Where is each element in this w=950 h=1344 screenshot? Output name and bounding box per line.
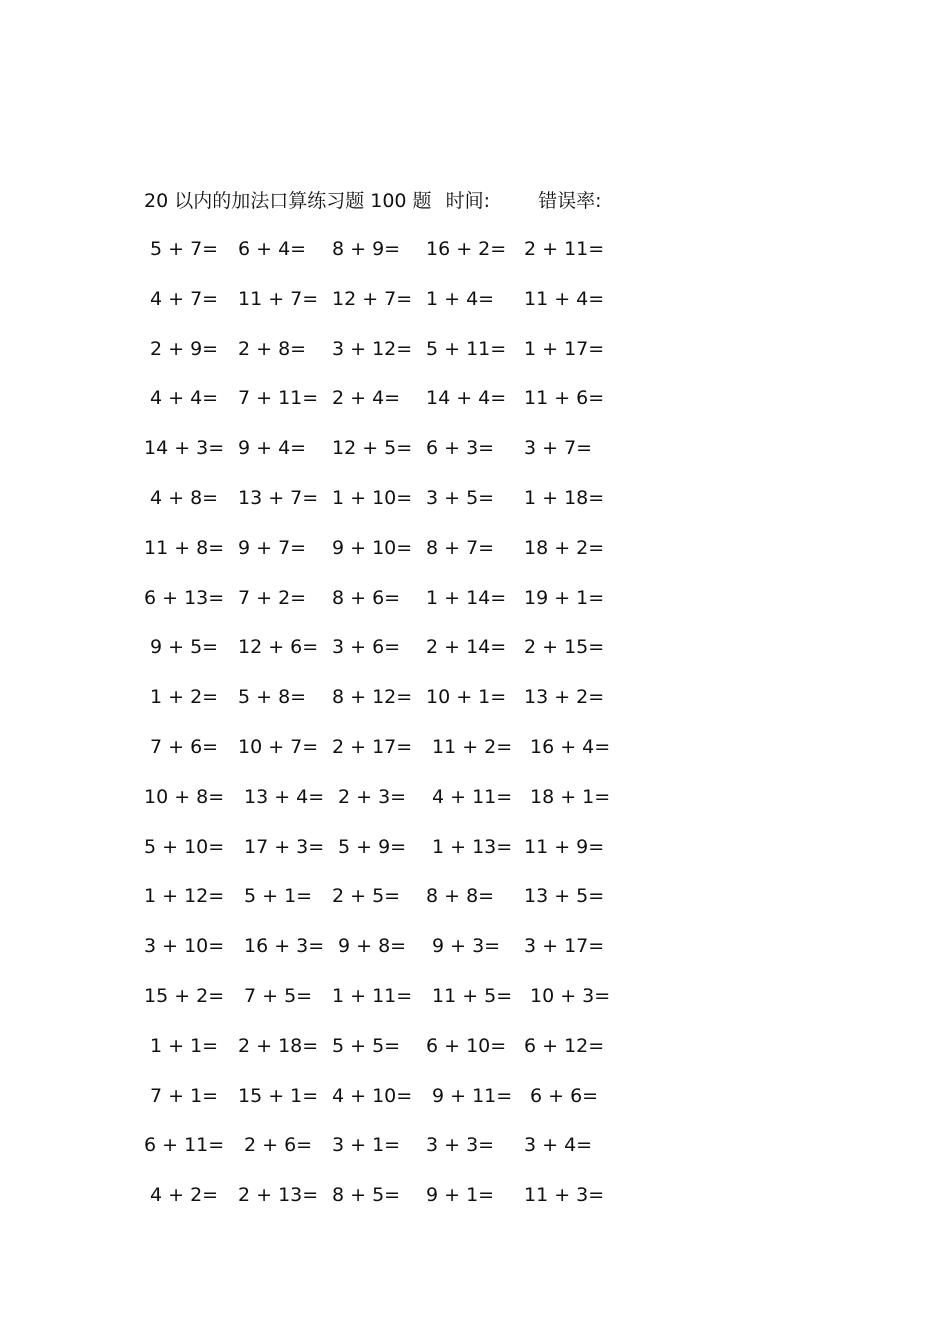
problem-row [144, 832, 624, 882]
problem-item: 11 + 6= [524, 387, 605, 410]
problem-item: 8 + 5= [332, 1184, 401, 1207]
problem-item: 2 + 8= [238, 337, 307, 360]
problem-item: 6 + 12= [524, 1034, 605, 1057]
problem-row [144, 931, 624, 981]
problem-item: 17 + 3= [244, 835, 325, 858]
worksheet-header [144, 186, 601, 216]
problem-row [144, 682, 624, 732]
problem-row [144, 533, 624, 583]
problem-item: 9 + 7= [238, 536, 307, 559]
problem-row [144, 483, 624, 533]
problem-item: 7 + 6= [150, 735, 219, 758]
problem-row [144, 1081, 624, 1131]
problem-item: 1 + 10= [332, 486, 413, 509]
problem-item: 4 + 11= [432, 785, 513, 808]
problem-item: 16 + 2= [426, 238, 507, 260]
problem-item: 10 + 1= [426, 686, 507, 709]
problem-item: 19 + 1= [524, 586, 605, 609]
problem-item: 12 + 6= [238, 636, 319, 659]
problem-item: 7 + 5= [244, 984, 313, 1007]
problem-item: 3 + 17= [524, 935, 605, 958]
problem-item: 1 + 12= [144, 885, 225, 908]
problem-item: 8 + 12= [332, 686, 413, 709]
problem-item: 8 + 9= [332, 238, 401, 260]
problem-item: 15 + 1= [238, 1084, 319, 1107]
problem-row [144, 1031, 624, 1081]
problem-item: 9 + 4= [238, 437, 307, 460]
problem-item: 11 + 3= [524, 1184, 605, 1207]
error-rate-label: 错误率: [538, 190, 602, 212]
problem-item: 10 + 7= [238, 735, 319, 758]
problem-item: 7 + 2= [238, 586, 307, 609]
problem-item: 1 + 13= [432, 835, 513, 858]
problem-item: 4 + 2= [150, 1184, 219, 1207]
problem-item: 6 + 6= [530, 1084, 599, 1107]
problem-row [144, 583, 624, 633]
problem-item: 5 + 1= [244, 885, 313, 908]
problem-item: 16 + 4= [530, 735, 611, 758]
problem-grid [144, 234, 624, 1230]
problem-item: 8 + 7= [426, 536, 495, 559]
problem-item: 2 + 11= [524, 238, 605, 260]
problem-item: 4 + 4= [150, 387, 219, 410]
problem-item: 8 + 8= [426, 885, 495, 908]
problem-item: 6 + 13= [144, 586, 225, 609]
problem-item: 9 + 1= [426, 1184, 495, 1207]
problem-item: 11 + 9= [524, 835, 605, 858]
problem-item: 5 + 5= [332, 1034, 401, 1057]
problem-item: 3 + 12= [332, 337, 413, 360]
problem-item: 12 + 5= [332, 437, 413, 460]
problem-item: 6 + 3= [426, 437, 495, 460]
problem-item: 2 + 9= [150, 337, 219, 360]
problem-item: 11 + 4= [524, 287, 605, 310]
problem-row [144, 881, 624, 931]
problem-item: 2 + 14= [426, 636, 507, 659]
problem-item: 2 + 5= [332, 885, 401, 908]
problem-item: 1 + 14= [426, 586, 507, 609]
problem-row [144, 981, 624, 1031]
problem-item: 4 + 8= [150, 486, 219, 509]
problem-item: 10 + 3= [530, 984, 611, 1007]
problem-item: 1 + 11= [332, 984, 413, 1007]
problem-item: 4 + 10= [332, 1084, 413, 1107]
problem-item: 3 + 10= [144, 935, 225, 958]
problem-row [144, 234, 624, 284]
time-label: 时间: [445, 190, 491, 212]
problem-item: 10 + 8= [144, 785, 225, 808]
problem-item: 9 + 10= [332, 536, 413, 559]
problem-item: 13 + 4= [244, 785, 325, 808]
problem-item: 3 + 7= [524, 437, 593, 460]
problem-item: 9 + 11= [432, 1084, 513, 1107]
problem-item: 3 + 3= [426, 1134, 495, 1157]
problem-item: 2 + 13= [238, 1184, 319, 1207]
problem-item: 13 + 2= [524, 686, 605, 709]
problem-row [144, 1130, 624, 1180]
problem-item: 2 + 15= [524, 636, 605, 659]
problem-item: 3 + 5= [426, 486, 495, 509]
problem-item: 14 + 4= [426, 387, 507, 410]
problem-item: 5 + 8= [238, 686, 307, 709]
problem-item: 5 + 9= [338, 835, 407, 858]
problem-row [144, 433, 624, 483]
problem-item: 4 + 7= [150, 287, 219, 310]
problem-item: 11 + 2= [432, 735, 513, 758]
problem-item: 6 + 11= [144, 1134, 225, 1157]
problem-item: 9 + 3= [432, 935, 501, 958]
problem-item: 2 + 4= [332, 387, 401, 410]
problem-item: 8 + 6= [332, 586, 401, 609]
problem-item: 12 + 7= [332, 287, 413, 310]
problem-row [144, 334, 624, 384]
problem-item: 13 + 5= [524, 885, 605, 908]
problem-item: 5 + 10= [144, 835, 225, 858]
problem-item: 7 + 1= [150, 1084, 219, 1107]
problem-row [144, 732, 624, 782]
problem-item: 7 + 11= [238, 387, 319, 410]
problem-item: 2 + 3= [338, 785, 407, 808]
problem-item: 13 + 7= [238, 486, 319, 509]
problem-item: 11 + 8= [144, 536, 225, 559]
problem-item: 6 + 4= [238, 238, 307, 260]
problem-item: 6 + 10= [426, 1034, 507, 1057]
problem-item: 2 + 17= [332, 735, 413, 758]
problem-item: 5 + 7= [150, 238, 219, 260]
problem-item: 11 + 5= [432, 984, 513, 1007]
problem-item: 2 + 18= [238, 1034, 319, 1057]
problem-item: 1 + 1= [150, 1034, 219, 1057]
problem-item: 14 + 3= [144, 437, 225, 460]
problem-item: 3 + 4= [524, 1134, 593, 1157]
problem-row [144, 284, 624, 334]
problem-item: 18 + 1= [530, 785, 611, 808]
problem-item: 1 + 4= [426, 287, 495, 310]
problem-item: 1 + 2= [150, 686, 219, 709]
problem-row [144, 782, 624, 832]
problem-item: 9 + 5= [150, 636, 219, 659]
problem-item: 16 + 3= [244, 935, 325, 958]
problem-item: 1 + 18= [524, 486, 605, 509]
problem-row [144, 632, 624, 682]
problem-item: 11 + 7= [238, 287, 319, 310]
problem-item: 9 + 8= [338, 935, 407, 958]
problem-item: 3 + 1= [332, 1134, 401, 1157]
problem-row [144, 383, 624, 433]
problem-item: 2 + 6= [244, 1134, 313, 1157]
worksheet-title: 20 以内的加法口算练习题 100 题 [144, 190, 432, 212]
problem-item: 1 + 17= [524, 337, 605, 360]
problem-item: 18 + 2= [524, 536, 605, 559]
problem-item: 15 + 2= [144, 984, 225, 1007]
problem-item: 3 + 6= [332, 636, 401, 659]
problem-item: 5 + 11= [426, 337, 507, 360]
problem-row [144, 1180, 624, 1230]
